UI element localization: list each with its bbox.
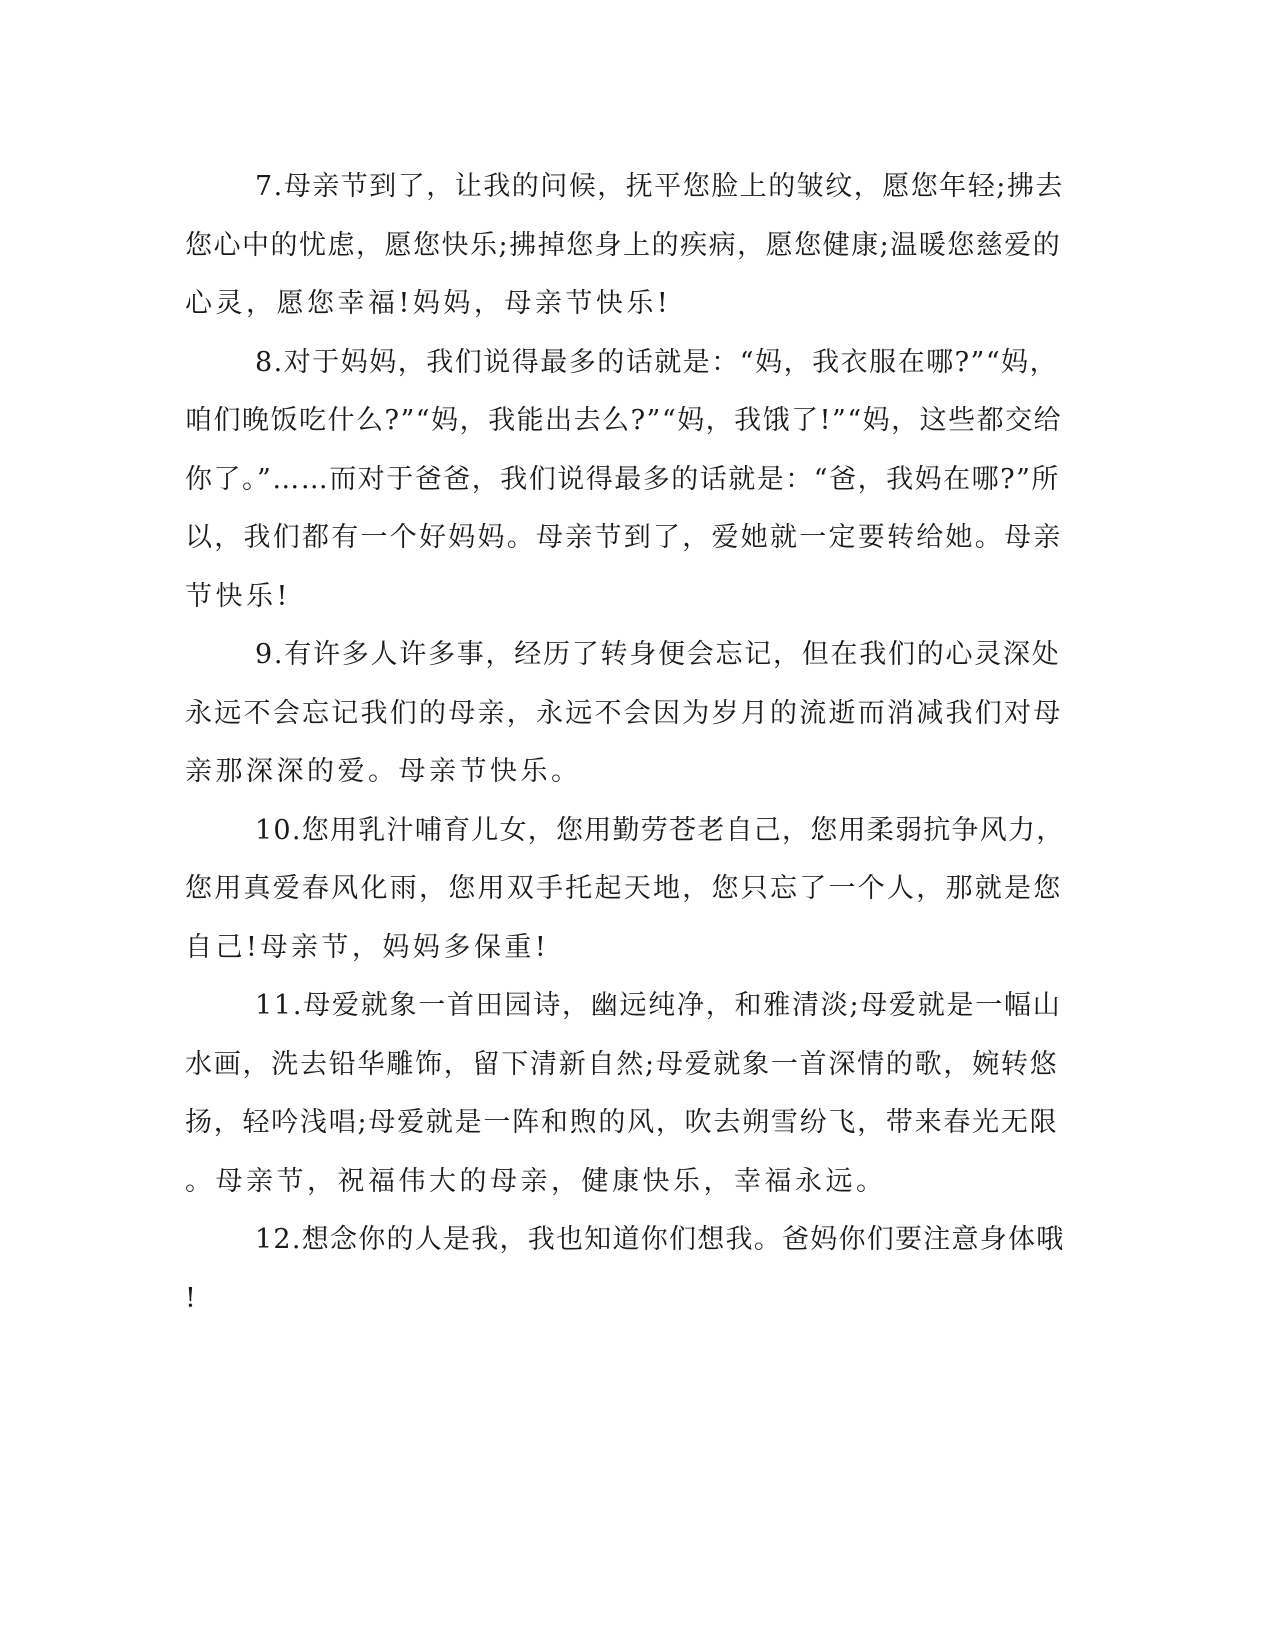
text-line: 心灵，愿您幸福!妈妈，母亲节快乐! — [185, 288, 672, 319]
text-line: 自己!母亲节，妈妈多保重! — [185, 931, 550, 963]
paragraph-12 — [185, 1211, 1065, 1328]
text-line: 水画，洗去铅华雕饰，留下清新自然;母爱就象一首深情的歌，婉转悠 — [185, 1048, 1059, 1080]
paragraph-8 — [185, 334, 1065, 627]
text-line: 永远不会忘记我们的母亲，永远不会因为岁月的流逝而消减我们对母 — [185, 697, 1063, 729]
text-line: 您心中的忧虑，愿您快乐;拂掉您身上的疾病，愿您健康;温暖您慈爱的 — [185, 229, 1062, 261]
text-line: 咱们晚饭吃什么?”“妈，我能出去么?”“妈，我饿了!”“妈，这些都交给 — [185, 405, 1063, 436]
text-line: 9.有许多人许多事，经历了转身便会忘记，但在我们的心灵深处 — [255, 639, 1061, 670]
text-line: 8.对于妈妈，我们说得最多的话就是：“妈，我衣服在哪?”“妈， — [255, 346, 1059, 378]
text-line: 以，我们都有一个好妈妈。母亲节到了，爱她就一定要转给她。母亲 — [185, 522, 1063, 553]
paragraph-9 — [185, 626, 1065, 802]
text-line: 扬，轻吟浅唱;母爱就是一阵和煦的风，吹去朔雪纷飞，带来春光无限 — [185, 1107, 1059, 1138]
paragraph-7 — [185, 158, 1065, 334]
text-line: 7.母亲节到了，让我的问候，抚平您脸上的皱纹，愿您年轻;拂去 — [255, 171, 1064, 202]
document-body — [185, 158, 1065, 1328]
text-line: 您用真爱春风化雨，您用双手托起天地，您只忘了一个人，那就是您 — [185, 873, 1063, 904]
text-line: 12.想念你的人是我，我也知道你们想我。爸妈你们要注意身体哦 — [255, 1224, 1065, 1255]
text-line: 。母亲节，祝福伟大的母亲，健康快乐，幸福永远。 — [185, 1165, 887, 1197]
text-line: 亲那深深的爱。母亲节快乐。 — [185, 756, 582, 787]
paragraph-10 — [185, 802, 1065, 978]
text-line: 节快乐! — [185, 580, 291, 612]
text-line: 10.您用乳汁哺育儿女，您用勤劳苍老自己，您用柔弱抗争风力， — [255, 814, 1065, 846]
paragraph-11 — [185, 977, 1065, 1211]
text-line: 你了。”……而对于爸爸，我们说得最多的话就是：“爸，我妈在哪?”所 — [185, 463, 1060, 495]
text-line: ! — [185, 1282, 200, 1314]
text-line: 11.母爱就象一首田园诗，幽远纯净，和雅清淡;母爱就是一幅山 — [255, 990, 1062, 1021]
